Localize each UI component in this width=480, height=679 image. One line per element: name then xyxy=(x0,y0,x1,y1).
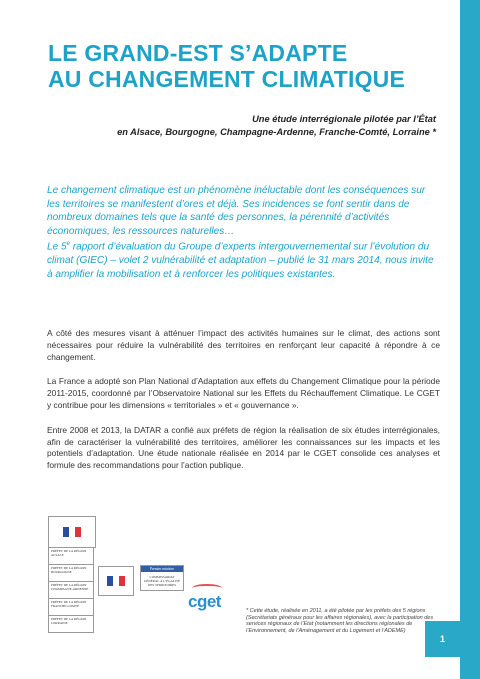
page-number: 1 xyxy=(425,621,460,657)
body-paragraph-3: Entre 2008 et 2013, la DATAR a confié aux préfets de région la réalisation de six études interrégionales, afin de caractériser la vulnérabilité des territoires, améliorer les connaissances sur les impacts et les potentiels d’adaptation. Une étude nationale réalisée en 2014 par le CGET consolide ces analyses et formule des recommandations pour l’action publique. xyxy=(47,424,440,471)
intro-p2-prefix: Le 5 xyxy=(47,241,67,253)
intro-p2-sup: e xyxy=(66,241,70,248)
footnote: * Cette étude, réalisée en 2011, a été pilotée par les préfets des 5 régions (Secrétariats généraux pour les affaires régionales), avec la participation des services régionaux de l’État (notamment les directions régionales de l’Environnement, de l’Aménagement et du Logement et l’ADEME) xyxy=(246,608,434,634)
premier-ministre-label: Premier ministre xyxy=(141,566,183,572)
page-title xyxy=(48,40,448,92)
intro-paragraph-2 xyxy=(47,238,440,281)
prefecture-bourgogne: PRÉFET DE LA RÉGION BOURGOGNE xyxy=(48,565,94,582)
intro-text xyxy=(47,184,440,282)
intro-paragraph-1: Le changement climatique est un phénomène inéluctable dont les conséquences sur les territoires se manifestent d’ores et déjà. Ses incidences se font sentir dans de nombreux domaines tels que la santé des personnes, la pérennité d’activités économiques, les ressources naturelles… xyxy=(47,185,426,237)
title-line-2: AU CHANGEMENT CLIMATIQUE xyxy=(48,66,406,92)
accent-sidebar xyxy=(460,0,480,679)
title-line-1: LE GRAND-EST S’ADAPTE xyxy=(48,40,348,66)
premier-ministre-logo xyxy=(140,565,184,591)
body-paragraph-1: A côté des mesures visant à atténuer l’impact des activités humaines sur le climat, des actions sont nécessaires pour réduire la vulnérabilité des territoires en renforçant leur capacité à répondre à ce changement. xyxy=(47,328,440,362)
prefecture-lorraine: PRÉFET DE LA RÉGION LORRAINE xyxy=(48,616,94,633)
french-flag-icon xyxy=(107,576,125,586)
prefecture-logos xyxy=(48,516,94,633)
body-paragraph-2: La France a adopté son Plan National d’Adaptation aux effets du Changement Climatique pour la période 2011-2015, coordonné par l’Observatoire National sur les Effets du Réchauffement Climatique. Le CGET y contribue pour les dimensions « territoriales » et « gouvernance ». xyxy=(47,376,440,410)
cget-logo: cget xyxy=(188,592,221,611)
body-text xyxy=(47,328,440,485)
prefecture-franche-comte: PRÉFET DE LA RÉGION FRANCHE-COMTÉ xyxy=(48,599,94,616)
intro-p2-rest: rapport d’évaluation du Groupe d’experts intergouvernemental sur l’évolution du climat (GIEC) – volet 2 vulnérabilité et adaptation – publié le 31 mars 2014, nous invite à amplifier la mobilisation et à renforcer les politiques existantes. xyxy=(47,241,434,280)
cget-swoosh-icon xyxy=(192,584,222,592)
subtitle-line-1: Une étude interrégionale pilotée par l’État xyxy=(252,114,436,124)
partner-logos xyxy=(40,516,240,656)
prefecture-champagne-ardenne: PRÉFET DE LA RÉGION CHAMPAGNE-ARDENNE xyxy=(48,582,94,599)
marianne-logo xyxy=(48,516,96,548)
subtitle-line-2: en Alsace, Bourgogne, Champagne-Ardenne, Franche-Comté, Lorraine * xyxy=(117,127,436,137)
subtitle xyxy=(117,113,436,139)
prefecture-alsace: PRÉFET DE LA RÉGION ALSACE xyxy=(48,548,94,565)
commissariat-label: COMMISSARIAT GÉNÉRAL À L’ÉGALITÉ DES TERRITOIRES xyxy=(143,575,180,587)
republique-logo xyxy=(98,566,134,596)
french-flag-icon xyxy=(63,527,81,537)
